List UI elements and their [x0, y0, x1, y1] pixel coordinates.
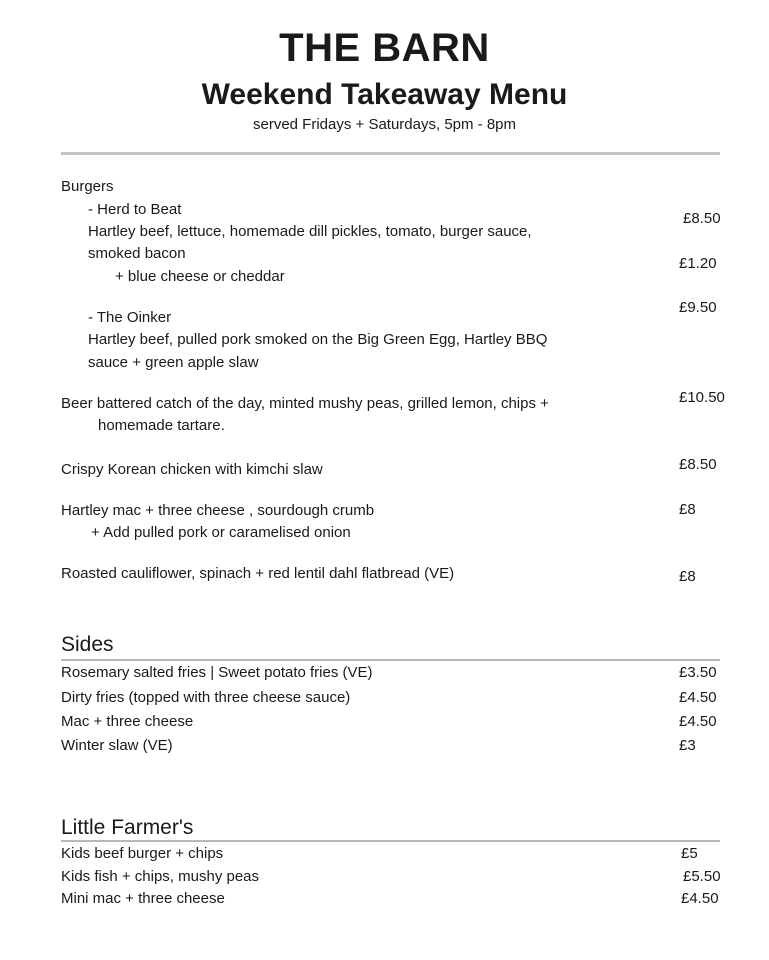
herd-to-beat-name: - Herd to Beat [88, 201, 182, 218]
burgers-heading: Burgers [61, 178, 114, 195]
herd-to-beat-description: Hartley beef, lettuce, homemade dill pickles, tomato, burger sauce, [88, 223, 532, 240]
list-item-price: £4.50 [681, 890, 719, 907]
chicken-price: £8.50 [679, 456, 717, 473]
herd-to-beat-addon: + blue cheese or cheddar [115, 268, 285, 285]
fish-price: £10.50 [679, 389, 725, 406]
oinker-price: £9.50 [679, 299, 717, 316]
sides-divider [61, 659, 720, 661]
oinker-description: Hartley beef, pulled pork smoked on the Big Green Egg, Hartley BBQ [88, 331, 548, 348]
herd-to-beat-addon-price: £1.20 [679, 255, 717, 272]
list-item-price: £5 [681, 845, 698, 862]
menu-subtitle: Weekend Takeaway Menu [201, 78, 568, 111]
cauliflower-description: Roasted cauliflower, spinach + red lentil dahl flatbread (VE) [61, 565, 455, 582]
header-divider [61, 152, 720, 155]
cauliflower-price: £8 [679, 568, 696, 585]
oinker-name: - The Oinker [88, 309, 172, 326]
sides-heading: Sides [61, 633, 114, 656]
menu-title: THE BARN [279, 26, 490, 70]
fish-description-cont: homemade tartare. [98, 417, 225, 434]
list-item-price: £3 [679, 737, 696, 754]
mac-addon: + Add pulled pork or caramelised onion [91, 524, 351, 541]
list-item: Kids fish + chips, mushy peas [61, 868, 260, 885]
list-item: Winter slaw (VE) [61, 737, 173, 754]
list-item: Mini mac + three cheese [61, 890, 225, 907]
list-item: Rosemary salted fries | Sweet potato fries (VE) [61, 664, 373, 681]
herd-to-beat-description-cont: smoked bacon [88, 245, 186, 262]
mac-description: Hartley mac + three cheese , sourdough crumb [61, 502, 375, 519]
fish-description: Beer battered catch of the day, minted mushy peas, grilled lemon, chips + [61, 395, 549, 412]
mac-price: £8 [679, 501, 696, 518]
list-item: Dirty fries (topped with three cheese sauce) [61, 689, 351, 706]
kids-heading: Little Farmer's [61, 816, 194, 839]
serving-times: served Fridays + Saturdays, 5pm - 8pm [252, 116, 517, 133]
list-item: Mac + three cheese [61, 713, 194, 730]
list-item-price: £4.50 [679, 689, 717, 706]
chicken-description: Crispy Korean chicken with kimchi slaw [61, 461, 323, 478]
list-item-price: £5.50 [683, 868, 721, 885]
oinker-description-cont: sauce + green apple slaw [88, 354, 259, 371]
list-item: Kids beef burger + chips [61, 845, 224, 862]
list-item-price: £3.50 [679, 664, 717, 681]
list-item-price: £4.50 [679, 713, 717, 730]
kids-divider [61, 840, 720, 842]
herd-to-beat-price: £8.50 [683, 210, 721, 227]
